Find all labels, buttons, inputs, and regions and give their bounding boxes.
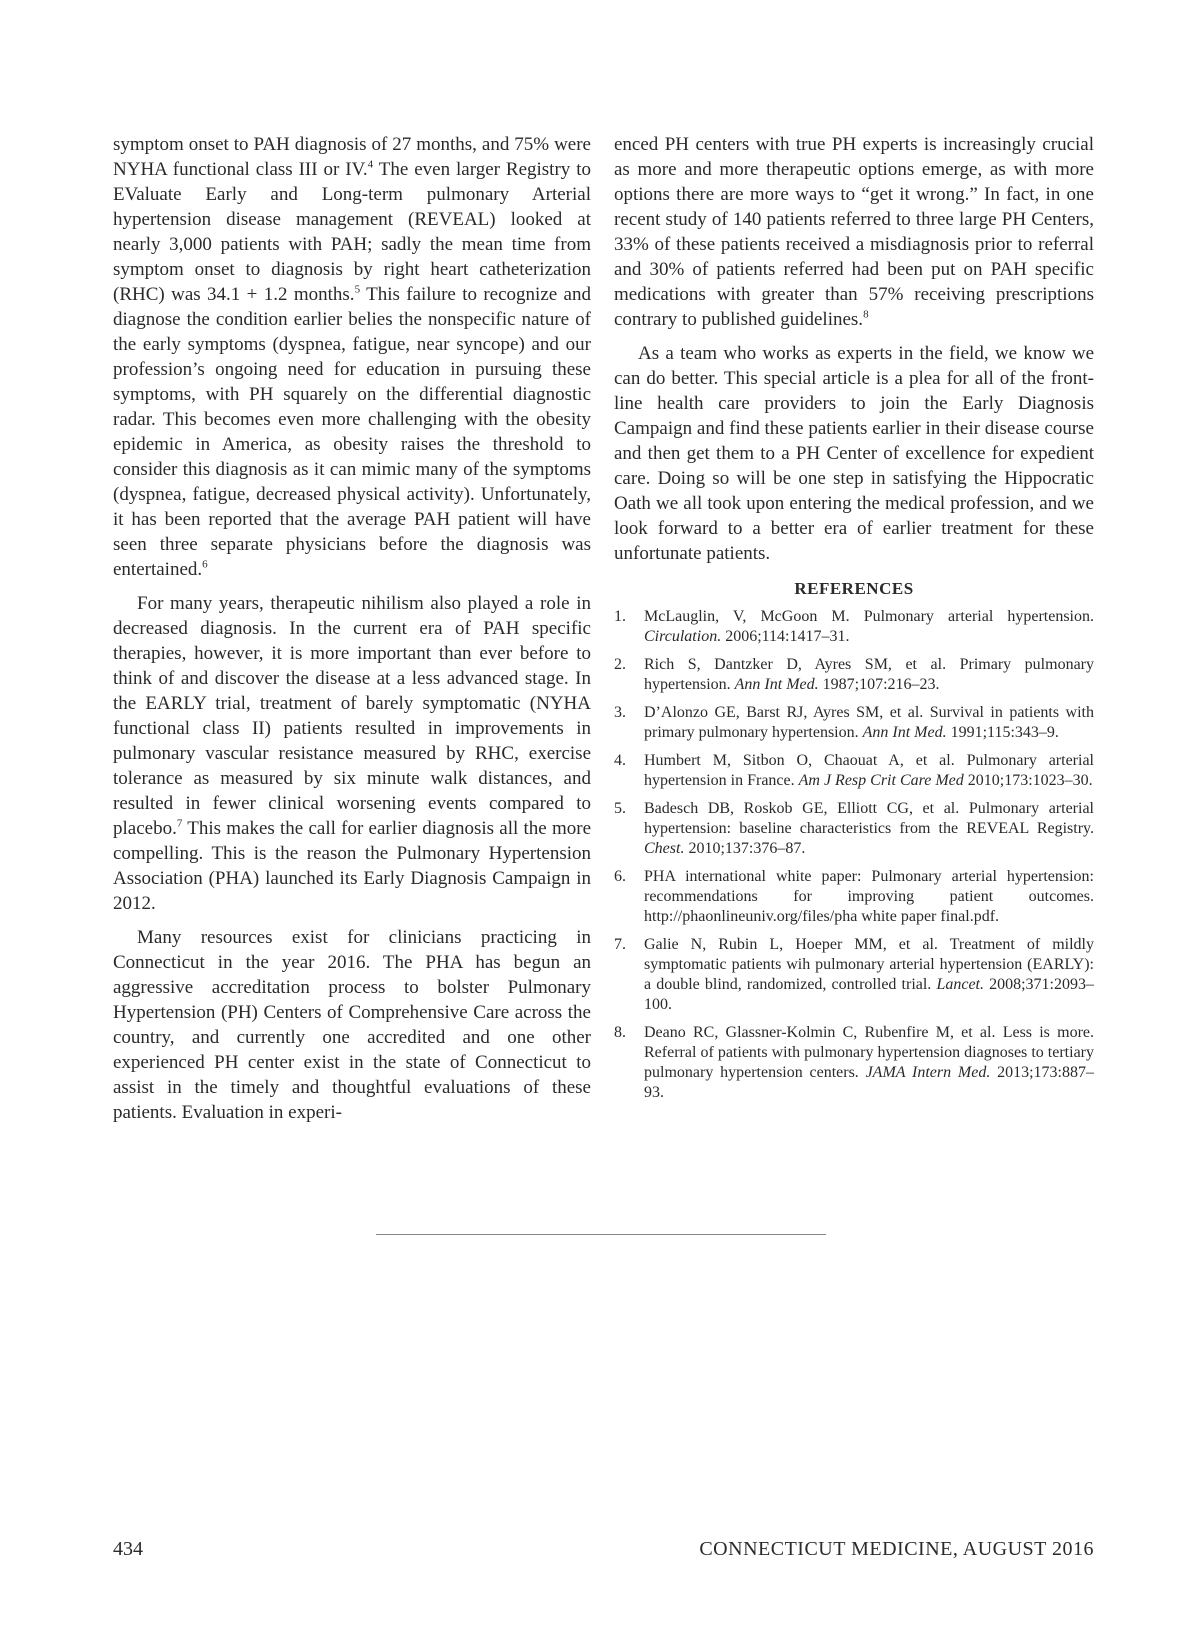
reference-text <box>644 703 1094 743</box>
reference-journal: JAMA Intern Med. <box>865 1064 991 1081</box>
body-paragraph <box>614 132 1094 332</box>
paragraph-text: enced PH centers with true PH experts is increasingly crucial as more and more therapeutic options emerge, as with more options there are more ways to “get it wrong.” In fact, in one recent study of 140 patients referred to three large PH Centers, 33% of these patients received a misdiagnosis prior to referral and 30% of patients referred had been put on PAH specific medications with greater than 57% receiving prescriptions contrary to published guidelines. <box>614 134 1094 330</box>
reference-number: 5. <box>614 800 626 817</box>
citation-superscript: 7 <box>176 817 183 830</box>
reference-journal: Ann Int Med. <box>862 724 947 741</box>
reference-item <box>614 1023 1094 1103</box>
reference-text <box>644 935 1094 1015</box>
reference-text <box>644 655 1094 695</box>
right-column <box>614 132 1094 1111</box>
reference-citation: PHA international white paper: Pulmonary arterial hypertension: recommendations for improving patient outcomes. http://phaonlineuniv.org/files/pha white paper final.pdf. <box>644 868 1094 925</box>
reference-journal: Lancet. <box>936 976 984 993</box>
reference-item <box>614 703 1094 743</box>
reference-volume: 2013;173:887–93. <box>644 1064 1095 1101</box>
reference-item <box>614 607 1094 647</box>
reference-citation: Badesch DB, Roskob GE, Elliott CG, et al. Pulmonary arterial hypertension: baseline characteristics from the REVEAL Registry. <box>644 800 1094 837</box>
body-paragraph <box>113 132 591 582</box>
citation-superscript: 6 <box>202 558 208 571</box>
reference-volume: 1987;107:216–23. <box>818 676 940 693</box>
journal-footer: CONNECTICUT MEDICINE, AUGUST 2016 <box>699 1538 1094 1560</box>
paragraph-text: This makes the call for earlier diagnosis all the more compelling. This is the reason the Pulmonary Hypertension Association (PHA) launched its Early Diagnosis Campaign in 2012. <box>113 818 591 914</box>
reference-number: 8. <box>614 1024 626 1041</box>
paragraph-text: The even larger Registry to EValuate Early and Long-term pulmonary Arterial hypertension disease management (REVEAL) looked at nearly 3,000 patients with PAH; sadly the mean time from symptom onset to diagnosis by right heart catheterization (RHC) was 34.1 + 1.2 months. <box>113 159 591 305</box>
reference-number: 6. <box>614 868 626 885</box>
reference-number: 2. <box>614 656 626 673</box>
paragraph-text: This failure to recognize and diagnose the condition earlier belies the nonspecific nature of the early symptoms (dyspnea, fatigue, near syncope) and our profession’s ongoing need for education in pursuing these symptoms, with PH squarely on the differential diagnostic radar. This becomes even more challenging with the obesity epidemic in America, as obesity raises the threshold to consider this diagnosis as it can mimic many of the symptoms (dyspnea, fatigue, decreased physical activity). Unfortunately, it has been reported that the average PAH patient will have seen three separate physicians before the diagnosis was entertained. <box>113 284 591 580</box>
body-paragraph: Many resources exist for clinicians practicing in Connecticut in the year 2016. The PHA has begun an aggressive accreditation process to bolster Pulmonary Hypertension (PH) Centers of Comprehensive Care across the country, and currently one accredited and one other experienced PH center exist in the state of Connecticut to assist in the timely and thoughtful evaluations of these patients. Evaluation in experi- <box>113 927 591 1123</box>
reference-volume: 2008;371:2093–100. <box>644 976 1094 1013</box>
reference-journal: Chest. <box>644 840 685 857</box>
reference-list <box>614 607 1094 1103</box>
reference-item <box>614 935 1094 1015</box>
reference-item <box>614 655 1094 695</box>
citation-superscript: 4 <box>367 158 374 171</box>
reference-item <box>614 751 1094 791</box>
reference-number: 4. <box>614 752 626 769</box>
reference-volume: 2010;173:1023–30. <box>963 772 1093 789</box>
reference-citation: Galie N, Rubin L, Hoeper MM, et al. Treatment of mildly symptomatic patients wih pulmonary arterial hypertension (EARLY): a double blind, randomized, controlled trial. <box>644 936 1094 993</box>
reference-citation: Rich S, Dantzker D, Ayres SM, et al. Primary pulmonary hypertension. <box>644 656 1094 693</box>
body-paragraph <box>113 591 591 916</box>
section-divider <box>376 1234 826 1235</box>
reference-volume: 2006;114:1417–31. <box>721 628 850 645</box>
reference-citation: D’Alonzo GE, Barst RJ, Ayres SM, et al. Survival in patients with primary pulmonary hypertension. <box>644 704 1094 741</box>
reference-citation: McLauglin, V, McGoon M. Pulmonary arterial hypertension. <box>644 608 1094 625</box>
citation-superscript: 8 <box>863 308 869 321</box>
page-number: 434 <box>113 1538 143 1560</box>
reference-number: 3. <box>614 704 626 721</box>
reference-text <box>644 751 1094 791</box>
left-column <box>113 132 591 1134</box>
reference-number: 7. <box>614 936 626 953</box>
reference-text <box>644 607 1094 647</box>
paragraph-text: symptom onset to PAH diagnosis of 27 months, and 75% were NYHA functional class III or IV. <box>113 134 591 180</box>
paragraph-text: For many years, therapeutic nihilism also played a role in decreased diagnosis. In the current era of PAH specific therapies, however, it is more important than ever before to think of and discover the disease at a less advanced stage. In the EARLY trial, treatment of barely symptomatic (NYHA functional class II) patients resulted in improvements in pulmonary vascular resistance measured by RHC, exercise tolerance as measured by six minute walk distances, and resulted in fewer clinical worsening events compared to placebo. <box>113 593 591 839</box>
citation-superscript: 5 <box>354 283 361 296</box>
reference-volume: 1991;115:343–9. <box>946 724 1059 741</box>
reference-item <box>614 867 1094 927</box>
references-heading: REFERENCES <box>794 579 914 598</box>
reference-journal: Ann Int Med. <box>734 676 819 693</box>
reference-text <box>644 867 1094 927</box>
body-paragraph: As a team who works as experts in the field, we know we can do better. This special article is a plea for all of the front-line health care providers to join the Early Diagnosis Campaign and find these patients earlier in their disease course and then get them to a PH Center of excellence for expedient care. Doing so will be one step in satisfying the Hippocratic Oath we all took upon entering the medical profession, and we look forward to a better era of earlier treatment for these unfortunate patients. <box>614 343 1094 564</box>
reference-item <box>614 799 1094 859</box>
reference-text <box>644 1023 1094 1103</box>
reference-text <box>644 799 1094 859</box>
reference-number: 1. <box>614 608 626 625</box>
reference-journal: Circulation. <box>644 628 722 645</box>
reference-volume: 2010;137:376–87. <box>684 840 806 857</box>
reference-journal: Am J Resp Crit Care Med <box>798 772 964 789</box>
reference-citation: Humbert M, Sitbon O, Chaouat A, et al. Pulmonary arterial hypertension in France. <box>644 752 1094 789</box>
reference-citation: Deano RC, Glassner-Kolmin C, Rubenfire M, et al. Less is more. Referral of patients with pulmonary hypertension diagnoses to tertiary pulmonary hypertension centers. <box>644 1024 1094 1081</box>
